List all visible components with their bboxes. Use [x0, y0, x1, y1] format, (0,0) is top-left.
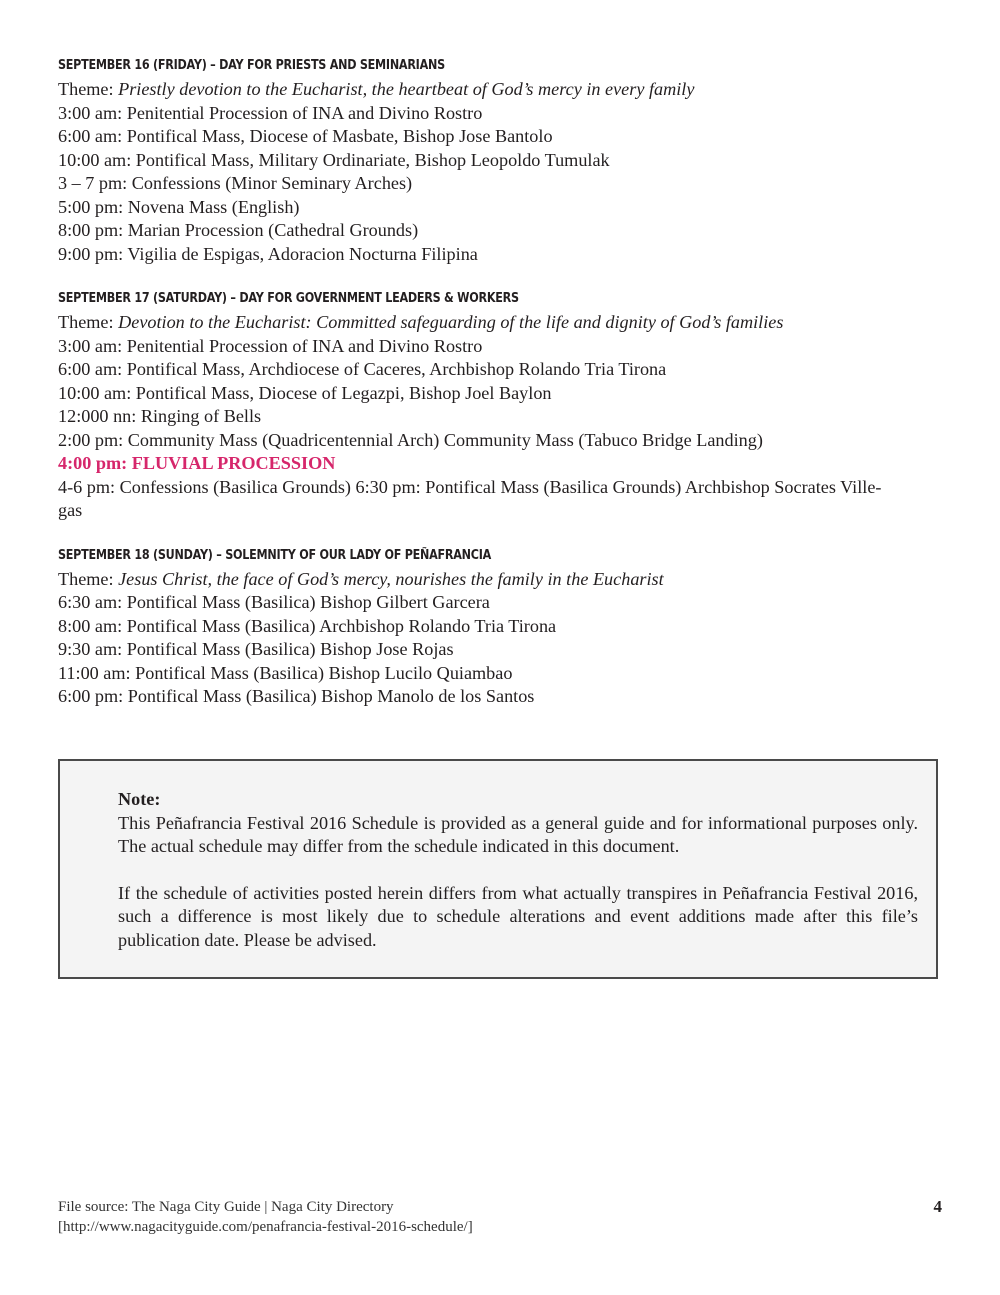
schedule-item: 2:00 pm: Community Mass (Quadricentennial Arch) Community Mass (Tabuco Bridge Landing): [58, 429, 763, 450]
day-heading: SEPTEMBER 16 (FRIDAY) – DAY FOR PRIESTS AND SEMINARIANS: [58, 58, 445, 73]
schedule-item: 11:00 am: Pontifical Mass (Basilica) Bishop Lucilo Quiambao: [58, 662, 513, 683]
day-section-sep16: [58, 55, 943, 266]
schedule-item: 3:00 am: Penitential Procession of INA and Divino Rostro: [58, 102, 483, 123]
schedule-item: 10:00 am: Pontifical Mass, Military Ordinariate, Bishop Leopoldo Tumulak: [58, 149, 610, 170]
footer-url-line: [http://www.nagacityguide.com/penafrancia-festival-2016-schedule/]: [58, 1219, 473, 1235]
schedule-item: 4-6 pm: Confessions (Basilica Grounds) 6:30 pm: Pontifical Mass (Basilica Grounds) Archbishop Socrates Ville-: [58, 476, 882, 497]
footer-source-line: File source: The Naga City Guide | Naga City Directory: [58, 1199, 394, 1215]
theme-text: Jesus Christ, the face of God’s mercy, nourishes the family in the Eucharist: [118, 568, 664, 589]
schedule-item: 8:00 pm: Marian Procession (Cathedral Grounds): [58, 220, 419, 240]
schedule-item: 6:30 am: Pontifical Mass (Basilica) Bishop Gilbert Garcera: [58, 592, 490, 612]
note-paragraph: This Peñafrancia Festival 2016 Schedule is provided as a general guide and for informational purposes only. The actual schedule may differ from the schedule indicated in this document.: [118, 812, 918, 856]
theme-text: Devotion to the Eucharist: Committed safeguarding of the life and dignity of God’s families: [118, 312, 784, 332]
schedule-item: 12:000 nn: Ringing of Bells: [58, 406, 262, 426]
theme-label: Theme:: [58, 79, 119, 99]
day-section-sep17: [58, 288, 943, 523]
schedule-item: 6:00 am: Pontifical Mass, Archdiocese of Caceres, Archbishop Rolando Tria Tirona: [58, 359, 667, 379]
note-title: Note:: [118, 789, 161, 809]
theme-label: Theme:: [58, 312, 119, 332]
schedule-content: [58, 55, 943, 731]
theme-text: Priestly devotion to the Eucharist, the heartbeat of God’s mercy in every family: [118, 79, 695, 99]
day-heading: SEPTEMBER 17 (SATURDAY) – DAY FOR GOVERNMENT LEADERS & WORKERS: [58, 291, 519, 306]
theme-line: [58, 568, 943, 592]
page-number: 4: [933, 1197, 942, 1216]
highlighted-schedule-item: 4:00 pm: FLUVIAL PROCESSION: [58, 453, 336, 473]
day-section-sep18: [58, 545, 943, 709]
theme-line: [58, 311, 943, 335]
schedule-item: 3:00 am: Penitential Procession of INA and Divino Rostro: [58, 335, 483, 356]
note-content: [118, 788, 918, 975]
schedule-item: 3 – 7 pm: Confessions (Minor Seminary Arches): [58, 173, 413, 193]
schedule-item: 6:00 am: Pontifical Mass, Diocese of Masbate, Bishop Jose Bantolo: [58, 126, 553, 146]
note-paragraph: If the schedule of activities posted herein differs from what actually transpires in Peñafrancia Festival 2016, such a difference is most likely due to schedule alterations and event additions made after this file’s publication date. Please be advised.: [118, 882, 918, 950]
schedule-item: gas: [58, 500, 83, 520]
note-box: [58, 759, 938, 979]
schedule-item: 9:00 pm: Vigilia de Espigas, Adoracion Nocturna Filipina: [58, 243, 478, 264]
schedule-item: 6:00 pm: Pontifical Mass (Basilica) Bishop Manolo de los Santos: [58, 686, 535, 706]
schedule-item: 8:00 am: Pontifical Mass (Basilica) Archbishop Rolando Tria Tirona: [58, 615, 557, 636]
schedule-item: 9:30 am: Pontifical Mass (Basilica) Bishop Jose Rojas: [58, 639, 454, 659]
theme-label: Theme:: [58, 568, 119, 589]
schedule-item: 10:00 am: Pontifical Mass, Diocese of Legazpi, Bishop Joel Baylon: [58, 382, 552, 403]
day-heading: SEPTEMBER 18 (SUNDAY) – SOLEMNITY OF OUR LADY OF PEÑAFRANCIA: [58, 547, 492, 563]
schedule-item: 5:00 pm: Novena Mass (English): [58, 196, 300, 217]
footer-source: [58, 1197, 473, 1237]
theme-line: [58, 78, 943, 102]
